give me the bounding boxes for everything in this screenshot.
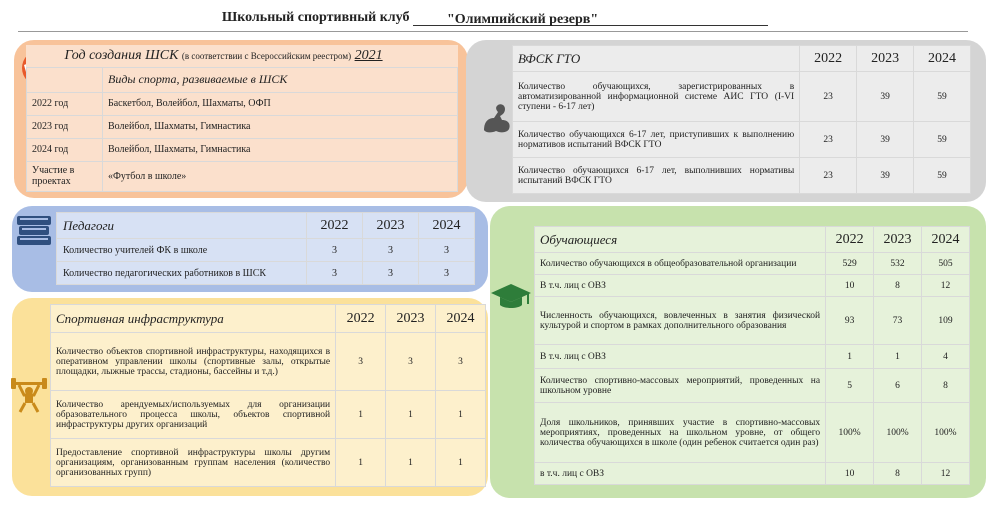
table-row [57, 239, 475, 262]
founding-header [27, 45, 458, 67]
teachers-cell: 3 [307, 262, 363, 285]
books-icon [14, 214, 54, 250]
table-row [513, 158, 971, 194]
students-cell: 6 [874, 369, 922, 403]
students-row-label: В т.ч. лиц с ОВЗ [535, 345, 826, 369]
teachers-cell: 3 [419, 239, 475, 262]
teachers-cell: 3 [363, 239, 419, 262]
club-name: "Олимпийский резерв" [447, 12, 618, 26]
students-cell: 109 [922, 297, 970, 345]
table-row [51, 333, 486, 391]
teachers-year: 2024 [419, 213, 475, 239]
teachers-row-label: Количество педагогических работников в ШСК [57, 262, 307, 285]
students-table [534, 226, 970, 485]
students-year: 2022 [826, 227, 874, 253]
gto-year: 2023 [857, 46, 914, 72]
infrastructure-row-label: Количество арендуемых/используемых для организации образовательного процесса школы, объектов спортивной инфраструктуры других организаций [51, 391, 336, 439]
founding-row-value: Баскетбол, Волейбол, Шахматы, ОФП [103, 92, 458, 115]
infrastructure-cell: 3 [386, 333, 436, 391]
students-cell: 100% [826, 403, 874, 463]
students-cell: 532 [874, 253, 922, 275]
gto-cell: 39 [857, 158, 914, 194]
founding-row-label: 2023 год [27, 115, 103, 138]
gto-row-label: Количество обучающихся 6-17 лет, приступивших к выполнению нормативов испытаний ВФСК ГТО [513, 122, 800, 158]
infrastructure-cell: 1 [386, 439, 436, 487]
infrastructure-row-label: Количество объектов спортивной инфраструктуры, находящихся в оперативном управлении школы (спортивные залы, открытые площадки, лыжные трассы, стадионы, бассейны и т.д.) [51, 333, 336, 391]
gto-row-label: Количество обучающихся 6-17 лет, выполнивших нормативы испытаний ВФСК ГТО [513, 158, 800, 194]
students-cell: 100% [922, 403, 970, 463]
graduation-cap-icon [490, 282, 532, 312]
gto-table [512, 45, 971, 194]
title-rule [18, 31, 968, 32]
founding-table [26, 45, 458, 192]
teachers-title: Педагоги [57, 213, 307, 239]
founding-sub-empty [27, 67, 103, 92]
students-title: Обучающиеся [535, 227, 826, 253]
infrastructure-cell: 1 [436, 391, 486, 439]
founding-row-label: 2024 год [27, 138, 103, 161]
infrastructure-cell: 3 [336, 333, 386, 391]
gto-cell: 23 [800, 72, 857, 122]
teachers-table [56, 212, 475, 285]
title-underline [413, 12, 447, 26]
gto-cell: 59 [914, 158, 971, 194]
table-row [535, 275, 970, 297]
infrastructure-year: 2023 [386, 305, 436, 333]
students-year: 2024 [922, 227, 970, 253]
table-row [513, 72, 971, 122]
students-cell: 12 [922, 463, 970, 485]
title-underline-tail [618, 12, 768, 26]
table-row [57, 262, 475, 285]
table-row [535, 463, 970, 485]
table-row [535, 369, 970, 403]
students-row-label: в т.ч. лиц с ОВЗ [535, 463, 826, 485]
founding-row-label: 2022 год [27, 92, 103, 115]
students-cell: 4 [922, 345, 970, 369]
gto-title: ВФСК ГТО [513, 46, 800, 72]
students-cell: 1 [826, 345, 874, 369]
gto-cell: 23 [800, 122, 857, 158]
students-cell: 8 [874, 275, 922, 297]
founding-year: 2021 [354, 47, 383, 63]
teachers-year: 2023 [363, 213, 419, 239]
founding-row-value: Волейбол, Шахматы, Гимнастика [103, 115, 458, 138]
students-row-label: Количество спортивно-массовых мероприятий, проведенных на школьном уровне [535, 369, 826, 403]
founding-row-label: Участие в проектах [27, 161, 103, 191]
gto-cell: 39 [857, 122, 914, 158]
table-row [535, 345, 970, 369]
sports-header: Виды спорта, развиваемые в ШСК [103, 67, 458, 92]
founding-row-value: Волейбол, Шахматы, Гимнастика [103, 138, 458, 161]
weightlifter-icon [10, 376, 48, 414]
teachers-year: 2022 [307, 213, 363, 239]
infrastructure-cell: 3 [436, 333, 486, 391]
infrastructure-cell: 1 [386, 391, 436, 439]
students-cell: 1 [874, 345, 922, 369]
students-row-label: В т.ч. лиц с ОВЗ [535, 275, 826, 297]
founding-row-value: «Футбол в школе» [103, 161, 458, 191]
gto-row-label: Количество обучающихся, зарегистрированных в автоматизированной информационной системе АИС ГТО (I-VI ступени - 6-17 лет) [513, 72, 800, 122]
gto-year: 2022 [800, 46, 857, 72]
students-cell: 505 [922, 253, 970, 275]
students-year: 2023 [874, 227, 922, 253]
teachers-cell: 3 [363, 262, 419, 285]
infrastructure-title: Спортивная инфраструктура [51, 305, 336, 333]
students-cell: 5 [826, 369, 874, 403]
table-row [535, 403, 970, 463]
students-cell: 100% [874, 403, 922, 463]
students-cell: 10 [826, 275, 874, 297]
gto-cell: 23 [800, 158, 857, 194]
club-title: Школьный спортивный клуб [221, 10, 410, 25]
students-cell: 93 [826, 297, 874, 345]
students-cell: 73 [874, 297, 922, 345]
gto-cell: 39 [857, 72, 914, 122]
infrastructure-year: 2022 [336, 305, 386, 333]
infrastructure-cell: 1 [336, 391, 386, 439]
gto-cell: 59 [914, 72, 971, 122]
table-row [51, 439, 486, 487]
gto-cell: 59 [914, 122, 971, 158]
teachers-row-label: Количество учителей ФК в школе [57, 239, 307, 262]
gto-year: 2024 [914, 46, 971, 72]
students-row-label: Доля школьников, принявших участие в спортивно-массовых мероприятиях, проведенных на школьном уровне, от общего количества обучающихся в школе (один ребенок считается один раз) [535, 403, 826, 463]
table-row [535, 297, 970, 345]
students-row-label: Численность обучающихся, вовлеченных в занятия физической культурой и спортом в рамках дополнительного образования [535, 297, 826, 345]
infrastructure-cell: 1 [336, 439, 386, 487]
students-cell: 10 [826, 463, 874, 485]
table-row [513, 122, 971, 158]
founding-note: (в соответствии с Всероссийским реестром) [181, 50, 352, 61]
students-cell: 529 [826, 253, 874, 275]
flexed-arm-icon [478, 100, 514, 136]
students-cell: 8 [874, 463, 922, 485]
infrastructure-year: 2024 [436, 305, 486, 333]
table-row [51, 391, 486, 439]
students-cell: 12 [922, 275, 970, 297]
infrastructure-row-label: Предоставление спортивной инфраструктуры школы другим организациям, организованным группам населения (количество организованных групп) [51, 439, 336, 487]
table-row [535, 253, 970, 275]
students-row-label: Количество обучающихся в общеобразовательной организации [535, 253, 826, 275]
founding-title: Год создания ШСК [64, 47, 179, 63]
students-cell: 8 [922, 369, 970, 403]
teachers-cell: 3 [307, 239, 363, 262]
page-title [0, 10, 990, 26]
infrastructure-table [50, 304, 486, 487]
teachers-cell: 3 [419, 262, 475, 285]
infrastructure-cell: 1 [436, 439, 486, 487]
